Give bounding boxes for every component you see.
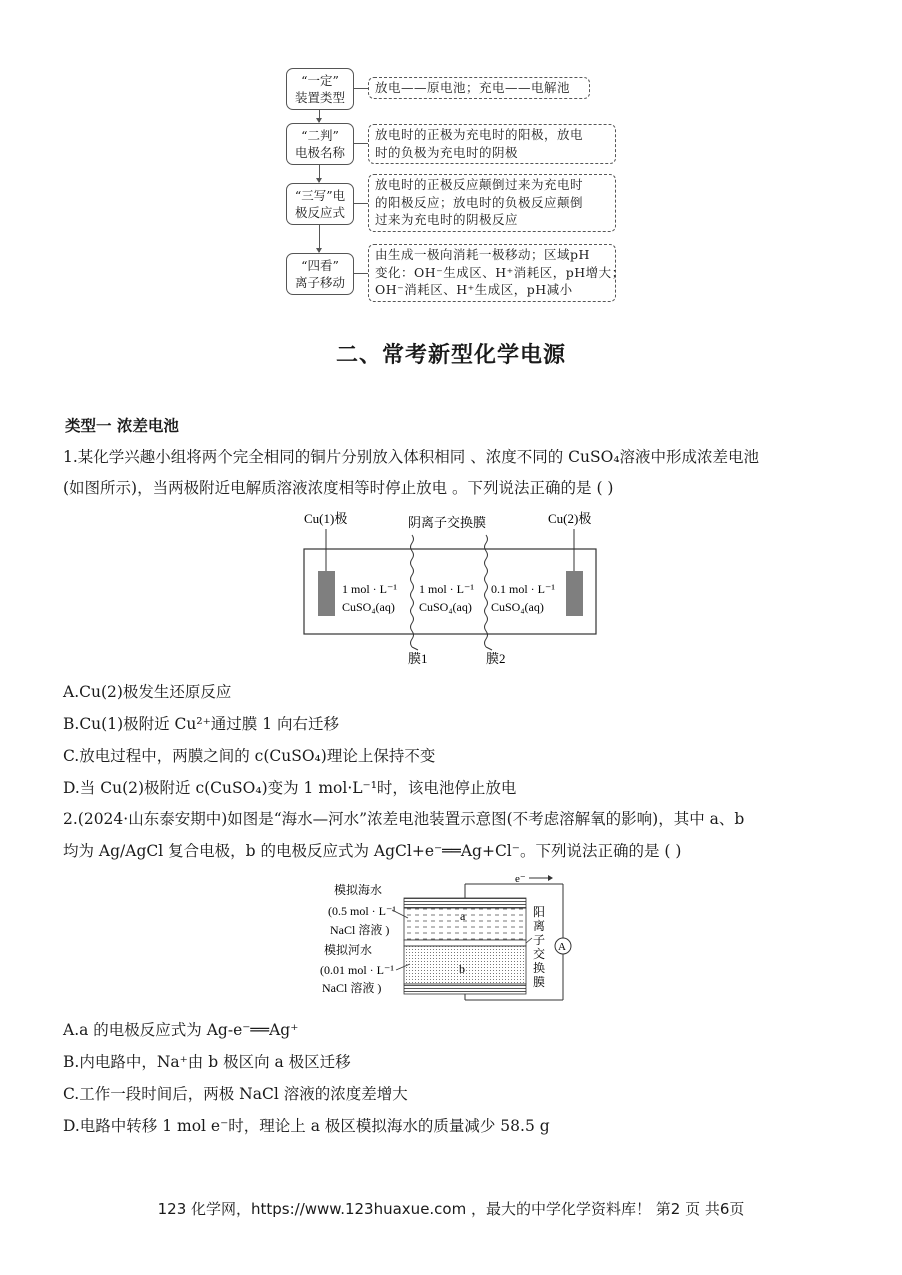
flow-desc-3-line2: 的阳极反应；放电时的负极反应颠倒 (375, 194, 584, 210)
q1-fig-membrane-2-lead (486, 647, 492, 650)
flow-step-4-line2: 离子移动 (294, 275, 345, 290)
flow-desc-1 (368, 77, 590, 99)
q2-fig-river-solution: NaCl 溶液 ) (322, 981, 382, 995)
q1-fig-membrane-2-label: 膜2 (486, 651, 506, 666)
q1-fig-conc-2: 1 mol · L⁻¹ (419, 582, 474, 596)
q2-fig-electrode-b-bottom (404, 984, 526, 994)
q2-fig-sea-label: 模拟海水 (334, 883, 383, 897)
flow-desc-4 (368, 244, 625, 302)
flow-desc-2 (368, 124, 616, 164)
q2-fig-electron-label: e⁻ (515, 873, 526, 885)
q1-option-a: A.Cu(2)极发生还原反应 (63, 683, 232, 701)
flow-step-2-line2: 电极名称 (294, 145, 345, 160)
flow-desc-4-line1: 由生成一极向消耗一极移动；区域pH (375, 247, 590, 262)
flow-arrow-3 (319, 225, 320, 252)
flow-step-2-line1: “二判” (301, 128, 339, 143)
q2-stem-line2: 均为 Ag/AgCl 复合电极，b 的电极反应式为 AgCl+e⁻══Ag+Cl⁻。下列说法正确的是 ( ) (63, 842, 682, 860)
section-title: 二、常考新型化学电源 (335, 343, 566, 368)
flow-step-1 (286, 68, 354, 110)
q2-fig-membrane-leader (526, 938, 532, 943)
q2-figure (318, 870, 580, 1006)
q2-option-b: B.内电路中，Na⁺由 b 极区向 a 极区迁移 (63, 1053, 351, 1071)
q1-fig-membrane-2 (485, 535, 488, 647)
flow-connector-3 (354, 203, 368, 204)
flow-step-4 (286, 253, 354, 295)
q1-fig-solution-2: CuSO₄(aq) (419, 600, 472, 614)
flow-connector-2 (354, 143, 368, 144)
q2-option-a: A.a 的电极反应式为 Ag-e⁻══Ag⁺ (63, 1021, 299, 1039)
q1-fig-cu1-electrode (318, 571, 335, 616)
q1-fig-solution-1: CuSO₄(aq) (342, 600, 395, 614)
flow-desc-4-line3: OH⁻消耗区、H⁺生成区，pH减小 (375, 282, 573, 297)
flow-arrow-2 (319, 165, 320, 182)
q1-fig-conc-1: 1 mol · L⁻¹ (342, 582, 397, 596)
q1-fig-membrane-1-label: 膜1 (408, 651, 428, 666)
q2-fig-electrode-a-top (404, 898, 526, 908)
q1-stem-line1: 1.某化学兴趣小组将两个完全相同的铜片分别放入体积相同 、浓度不同的 CuSO₄溶液中形成浓差电池 (63, 448, 760, 466)
q2-stem-line1: 2.(2024·山东泰安期中)如图是“海水—河水”浓差电池装置示意图(不考虑溶解氧的影响)，其中 a、b (63, 810, 745, 828)
q2-option-d: D.电路中转移 1 mol e⁻时，理论上 a 极区模拟海水的质量减少 58.5 g (63, 1117, 550, 1135)
flow-step-4-line1: “四看” (301, 258, 339, 273)
flow-desc-3 (368, 174, 616, 232)
flow-step-3 (286, 183, 354, 225)
q2-fig-membrane-char-5: 换 (533, 961, 546, 975)
q2-fig-membrane-char-3: 子 (533, 933, 546, 947)
flow-arrow-1 (319, 110, 320, 122)
q2-fig-membrane-char-6: 膜 (533, 975, 546, 989)
flow-step-1-line2: 装置类型 (294, 90, 345, 105)
flow-step-3-line2: 极反应式 (294, 205, 345, 220)
flow-desc-1-line1: 放电——原电池；充电——电解池 (375, 80, 571, 95)
type-title: 类型一 浓差电池 (65, 417, 179, 435)
q2-option-c: C.工作一段时间后，两极 NaCl 溶液的浓度差增大 (63, 1085, 408, 1103)
q2-fig-label-b: b (459, 962, 465, 976)
q1-fig-conc-3: 0.1 mol · L⁻¹ (491, 582, 555, 596)
q1-stem-line2: (如图所示)，当两极附近电解质溶液浓度相等时停止放电 。下列说法正确的是 ( ) (63, 479, 614, 497)
q1-fig-left-electrode-label: Cu(1)极 (304, 511, 348, 526)
flow-desc-3-line1: 放电时的正极反应颠倒过来为充电时 (375, 177, 584, 192)
q2-fig-river-conc: (0.01 mol · L⁻¹ (320, 963, 394, 977)
q2-fig-sea-conc: (0.5 mol · L⁻¹ (328, 904, 396, 918)
q2-fig-membrane-char-4: 交 (533, 947, 546, 961)
q1-fig-membrane-label: 阴离子交换膜 (408, 515, 487, 530)
q2-fig-sea-solution: NaCl 溶液 ) (330, 923, 390, 937)
flow-connector-4 (354, 273, 368, 274)
flow-desc-2-line1: 放电时的正极为充电时的阳极，放电 (375, 127, 584, 142)
q1-option-b: B.Cu(1)极附近 Cu²⁺通过膜 1 向右迁移 (63, 715, 339, 733)
page-footer: 123 化学网，https://www.123huaxue.com ，最大的中学化学资料库！ 第2 页 共6页 (157, 1200, 745, 1218)
q1-fig-solution-3: CuSO₄(aq) (491, 600, 544, 614)
q2-fig-electron-arrowhead (548, 875, 553, 881)
flow-step-3-line1: “三写”电 (294, 188, 346, 203)
q2-fig-label-a: a (460, 909, 466, 923)
q1-fig-cu2-electrode (566, 571, 583, 616)
flow-desc-4-line2: 变化：OH⁻生成区、H⁺消耗区，pH增大； (375, 264, 625, 280)
flow-step-2 (286, 123, 354, 165)
q1-fig-membrane-1-lead (412, 647, 418, 650)
q2-fig-membrane-char-1: 阳 (533, 905, 546, 919)
q1-fig-right-electrode-label: Cu(2)极 (548, 511, 592, 526)
q1-fig-membrane-1 (411, 535, 414, 647)
q2-fig-riverwater (404, 946, 526, 984)
q2-fig-membrane (404, 940, 526, 946)
flow-desc-3-line3: 过来为充电时的阴极反应 (375, 212, 519, 227)
flow-desc-2-line2: 时的负极为充电时的阴极 (375, 144, 519, 160)
q1-option-c: C.放电过程中，两膜之间的 c(CuSO₄)理论上保持不变 (63, 747, 436, 765)
flow-connector-1 (354, 88, 368, 89)
q1-option-d: D.当 Cu(2)极附近 c(CuSO₄)变为 1 mol·L⁻¹时，该电池停止放电 (63, 779, 517, 797)
q2-fig-river-label: 模拟河水 (324, 943, 373, 957)
q1-figure (300, 505, 600, 667)
q2-fig-membrane-char-2: 离 (533, 919, 546, 933)
q2-fig-ammeter-label: A (558, 941, 566, 953)
flow-step-1-line1: “一定” (301, 73, 339, 88)
